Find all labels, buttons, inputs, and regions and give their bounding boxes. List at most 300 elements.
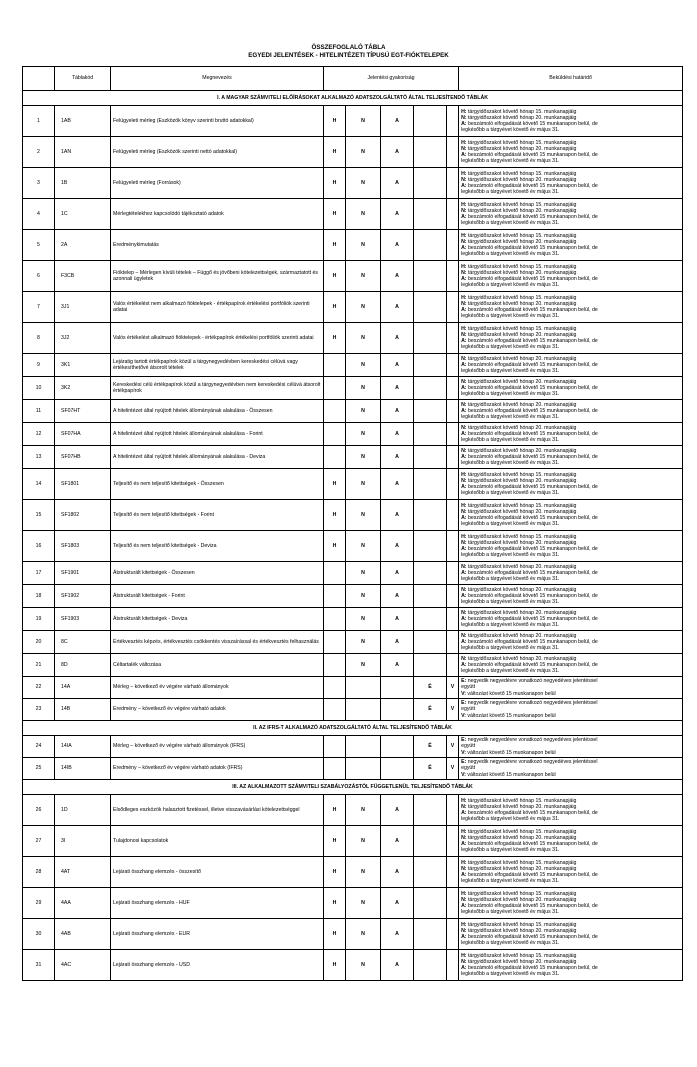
deadline-text: beszámoló elfogadását követő 15 munkanapon belül, de (466, 276, 598, 282)
deadline-cell (459, 631, 683, 654)
row-number: 1 (23, 106, 55, 137)
table-code: SF1902 (55, 585, 111, 608)
deadline-label: H: (461, 533, 467, 540)
freq-h (324, 654, 346, 677)
table-code: 4AB (55, 919, 111, 950)
deadline-label: N: (461, 145, 467, 152)
table-name: A hitelintézet által nyújtott hitelek állományának alakulása - Deviza (111, 446, 324, 469)
deadline-label: A: (461, 183, 467, 189)
deadline-cell (459, 292, 683, 323)
freq-e: É (414, 677, 447, 699)
deadline-label: H: (461, 952, 467, 959)
freq-e (414, 354, 447, 377)
table-name: Lejáratig tartott értékpapírok közül a tárgynegyedévben kereskedési célúvá vagy értékesíthetővé átsorolt tételek (111, 354, 324, 377)
table-row (23, 562, 683, 585)
deadline-label: A: (461, 592, 467, 599)
deadline-label: A: (461, 214, 467, 220)
deadline-cell (459, 795, 683, 826)
freq-v (447, 888, 459, 919)
freq-a: A (381, 377, 414, 400)
deadline-text: tárgyidőszakot követő hónap 20. munkanapjáig (466, 300, 577, 307)
deadline-cell (459, 608, 683, 631)
deadline-label: H: (461, 263, 467, 270)
freq-e (414, 608, 447, 631)
row-number: 9 (23, 354, 55, 377)
deadline-line (461, 645, 680, 651)
table-code: F3CB (55, 261, 111, 292)
deadline-cell (459, 469, 683, 500)
freq-h: H (324, 168, 346, 199)
table-row (23, 888, 683, 919)
table-name: Mérleg – következő év végére várható állományok (IFRS) (111, 736, 324, 758)
deadline-cell (459, 446, 683, 469)
table-row (23, 400, 683, 423)
deadline-cell (459, 106, 683, 137)
table-name: Eredménykimutatás (111, 230, 324, 261)
freq-e: É (414, 736, 447, 758)
freq-n (346, 699, 381, 721)
freq-e (414, 950, 447, 981)
table-code: SF07HA (55, 423, 111, 446)
table-name: Céltartalék változása (111, 654, 324, 677)
deadline-cell (459, 354, 683, 377)
freq-h (324, 608, 346, 631)
table-name: Mérleg – következő év végére várható állományok (111, 677, 324, 699)
deadline-text: tárgyidőszakot követő hónap 20. munkanapjáig (466, 834, 577, 841)
freq-v (447, 230, 459, 261)
deadline-text: tárgyidőszakot követő hónap 20. munkanapjáig (466, 145, 577, 152)
deadline-label: V: (461, 749, 466, 756)
freq-h (324, 736, 346, 758)
freq-a: A (381, 323, 414, 354)
deadline-line (461, 490, 680, 496)
freq-h: H (324, 230, 346, 261)
freq-n: N (346, 168, 381, 199)
deadline-text: tárgyidőszakot követő hónap 15. munkanapjáig (466, 921, 577, 928)
deadline-label: V: (461, 771, 466, 778)
deadline-cell (459, 585, 683, 608)
table-code: 8D (55, 654, 111, 677)
deadline-text: legkésőbb a tárgyévet követő év május 31. (461, 878, 560, 885)
deadline-text: tárgyidőszakot követő hónap 15. munkanapjáig (466, 170, 577, 177)
freq-e (414, 137, 447, 168)
deadline-cell (459, 919, 683, 950)
freq-e (414, 531, 447, 562)
freq-a: A (381, 500, 414, 531)
deadline-label: A: (461, 407, 467, 414)
freq-v (447, 585, 459, 608)
section-title: I. A MAGYAR SZÁMVITELI ELŐÍRÁSOKAT ALKALMAZÓ ADATSZOLGÁLTATÓ ÁLTAL TELJESÍTENDŐ TÁBLÁK (23, 91, 683, 106)
table-name: A hitelintézet által nyújtott hitelek állományának alakulása - Összesen (111, 400, 324, 423)
table-code: SF1901 (55, 562, 111, 585)
deadline-line (461, 816, 680, 822)
freq-n: N (346, 631, 381, 654)
deadline-text: együtt (461, 743, 476, 750)
freq-n: N (346, 323, 381, 354)
deadline-text: legkésőbb a tárgyévet követő év május 31. (461, 282, 560, 289)
section-title: II. AZ IFRS-T ALKALMAZÓ ADATSZOLGÁLTATÓ ÁLTAL TELJESÍTENDŐ TÁBLÁK (23, 721, 683, 736)
table-row (23, 377, 683, 400)
freq-a: A (381, 795, 414, 826)
row-number: 4 (23, 199, 55, 230)
freq-h: H (324, 857, 346, 888)
table-name: Lejárati összhang elemzés - HUF (111, 888, 324, 919)
freq-a (381, 758, 414, 780)
deadline-text: beszámoló elfogadását követő 15 munkanapon belül, de (466, 903, 598, 909)
deadline-label: A: (461, 965, 467, 971)
deadline-label: H: (461, 294, 467, 301)
freq-h (324, 585, 346, 608)
deadline-text: tárgyidőszakot követő hónap 20. munkanapjáig (466, 355, 577, 362)
row-number: 21 (23, 654, 55, 677)
deadline-text: legkésőbb a tárgyévet követő év május 31. (461, 552, 560, 559)
deadline-label: A: (461, 152, 467, 158)
deadline-label: A: (461, 361, 467, 368)
freq-a: A (381, 168, 414, 199)
freq-v (447, 608, 459, 631)
deadline-label: A: (461, 384, 467, 391)
deadline-text: beszámoló elfogadását követő 15 munkanapon belül, de (466, 121, 598, 127)
freq-h: H (324, 888, 346, 919)
freq-v (447, 400, 459, 423)
freq-v (447, 950, 459, 981)
deadline-text: legkésőbb a tárgyévet követő év május 31. (461, 816, 560, 823)
deadline-text: beszámoló elfogadását követő 15 munkanapon belül, de (466, 872, 598, 878)
deadline-label: A: (461, 484, 467, 490)
deadline-cell (459, 531, 683, 562)
freq-a: A (381, 888, 414, 919)
deadline-label: É: (461, 678, 467, 685)
deadline-label: N: (461, 539, 467, 546)
deadline-text: negyedik negyedévre vonatkozó negyedéves jelentéssel (466, 759, 598, 766)
freq-h (324, 446, 346, 469)
row-number: 13 (23, 446, 55, 469)
row-number: 30 (23, 919, 55, 950)
deadline-text: együtt (461, 706, 476, 713)
deadline-text: beszámoló elfogadását követő 15 munkanapon belül, de (466, 484, 598, 490)
deadline-text: legkésőbb a tárgyévet követő év május 31. (461, 847, 560, 854)
deadline-line (461, 414, 680, 420)
deadline-label: A: (461, 638, 467, 645)
deadline-label: N: (461, 834, 467, 841)
table-row (23, 699, 683, 721)
freq-v (447, 292, 459, 323)
deadline-text: legkésőbb a tárgyévet követő év május 31. (461, 940, 560, 947)
deadline-text: tárgyidőszakot követő hónap 15. munkanapjáig (466, 139, 577, 146)
deadline-label: H: (461, 502, 467, 509)
deadline-label: H: (461, 170, 467, 177)
deadline-line (461, 344, 680, 350)
deadline-line (461, 391, 680, 397)
deadline-text: beszámoló elfogadását követő 15 munkanapon belül, de (466, 384, 598, 391)
freq-n: N (346, 500, 381, 531)
row-number: 29 (23, 888, 55, 919)
deadline-label: H: (461, 139, 467, 146)
table-name: Átstrukturált kitettségek - Forint (111, 585, 324, 608)
deadline-text: negyedik negyedévre vonatkozó negyedéves jelentéssel (466, 678, 598, 685)
table-name: Felügyeleti mérleg (Eszközök könyv szerinti bruttó adatokkal) (111, 106, 324, 137)
freq-v (447, 446, 459, 469)
deadline-text: beszámoló elfogadását követő 15 munkanapon belül, de (466, 183, 598, 189)
deadline-text: tárgyidőszakot követő hónap 20. munkanapjáig (466, 896, 577, 903)
document-subtitle: EGYEDI JELENTÉSEK - HITELINTÉZETI TÍPUSÚ EGT-FIÓKTELEPEK (248, 52, 449, 59)
table-code: SF1903 (55, 608, 111, 631)
deadline-text: legkésőbb a tárgyévet követő év május 31. (461, 414, 560, 421)
freq-e: É (414, 758, 447, 780)
freq-e (414, 654, 447, 677)
deadline-text: változást követő 15 munkanapon belül (465, 690, 556, 697)
freq-e (414, 585, 447, 608)
freq-a (381, 699, 414, 721)
deadline-line (461, 521, 680, 527)
freq-e: É (414, 699, 447, 721)
freq-n: N (346, 137, 381, 168)
deadline-line (461, 878, 680, 884)
deadline-text: változást követő 15 munkanapon belül (465, 749, 556, 756)
deadline-text: tárgyidőszakot követő hónap 15. munkanapjáig (466, 294, 577, 301)
table-row (23, 230, 683, 261)
freq-h: H (324, 261, 346, 292)
deadline-cell (459, 758, 683, 780)
freq-e (414, 631, 447, 654)
freq-n: N (346, 919, 381, 950)
deadline-text: beszámoló elfogadását követő 15 munkanapon belül, de (466, 934, 598, 940)
deadline-label: N: (461, 586, 467, 593)
freq-v (447, 826, 459, 857)
deadline-text: beszámoló elfogadását követő 15 munkanapon belül, de (466, 245, 598, 251)
table-row (23, 758, 683, 780)
deadline-text: legkésőbb a tárgyévet követő év május 31. (461, 668, 560, 675)
deadline-text: tárgyidőszakot követő hónap 20. munkanapjáig (466, 927, 577, 934)
table-code: SF07HB (55, 446, 111, 469)
deadline-label: N: (461, 655, 467, 662)
freq-h (324, 631, 346, 654)
deadline-label: A: (461, 841, 467, 847)
freq-e (414, 469, 447, 500)
deadline-text: tárgyidőszakot követő hónap 20. munkanapjáig (466, 508, 577, 515)
freq-v (447, 168, 459, 199)
deadline-text: beszámoló elfogadását követő 15 munkanapon belül, de (466, 407, 598, 414)
freq-n: N (346, 654, 381, 677)
deadline-text: beszámoló elfogadását követő 15 munkanapon belül, de (466, 592, 598, 599)
deadline-line (461, 189, 680, 195)
table-name: Fióktelep – Mérlegen kívüli tételek – Függő és jövőbeni kötelezettségek, származtatott és azonnali ügyletek (111, 261, 324, 292)
deadline-text: tárgyidőszakot követő hónap 20. munkanapjáig (466, 424, 577, 431)
row-number: 15 (23, 500, 55, 531)
deadline-label: N: (461, 300, 467, 307)
deadline-text: tárgyidőszakot követő hónap 15. munkanapjáig (466, 471, 577, 478)
deadline-label: N: (461, 207, 467, 214)
table-name: Tulajdonosi kapcsolatok (111, 826, 324, 857)
table-code: 3K1 (55, 354, 111, 377)
deadline-label: N: (461, 865, 467, 872)
deadline-label: H: (461, 108, 467, 115)
header-freq: Jelentési gyakoriság (324, 67, 459, 91)
section-header-row (23, 91, 683, 106)
freq-n: N (346, 469, 381, 500)
deadline-text: legkésőbb a tárgyévet követő év május 31. (461, 971, 560, 978)
freq-a: A (381, 654, 414, 677)
freq-a: A (381, 631, 414, 654)
freq-e (414, 230, 447, 261)
deadline-text: tárgyidőszakot követő hónap 20. munkanapjáig (466, 176, 577, 183)
table-row (23, 500, 683, 531)
deadline-cell (459, 826, 683, 857)
table-name: Átstrukturált kitettségek - Összesen (111, 562, 324, 585)
deadline-text: tárgyidőszakot követő hónap 15. munkanapjáig (466, 797, 577, 804)
freq-a: A (381, 423, 414, 446)
deadline-label: A: (461, 453, 467, 460)
deadline-line (461, 691, 680, 697)
deadline-label: V: (461, 712, 466, 719)
row-number: 16 (23, 531, 55, 562)
deadline-label: A: (461, 307, 467, 313)
freq-n: N (346, 531, 381, 562)
row-number: 12 (23, 423, 55, 446)
deadline-text: tárgyidőszakot követő hónap 20. munkanapjáig (466, 563, 577, 570)
freq-e (414, 888, 447, 919)
freq-v (447, 354, 459, 377)
table-row (23, 106, 683, 137)
deadline-label: N: (461, 269, 467, 276)
freq-h: H (324, 469, 346, 500)
freq-h (324, 699, 346, 721)
deadline-cell (459, 699, 683, 721)
freq-n: N (346, 423, 381, 446)
deadline-cell (459, 323, 683, 354)
section-title: III. AZ ALKALMAZOTT SZÁMVITELI SZABÁLYOZÁSTÓL FÜGGETLENÜL TELJESÍTENDŐ TÁBLÁK (23, 780, 683, 795)
table-row (23, 446, 683, 469)
deadline-text: legkésőbb a tárgyévet követő év május 31. (461, 391, 560, 398)
freq-n: N (346, 826, 381, 857)
freq-e (414, 826, 447, 857)
deadline-text: tárgyidőszakot követő hónap 20. munkanapjáig (466, 477, 577, 484)
deadline-text: tárgyidőszakot követő hónap 20. munkanapjáig (466, 447, 577, 454)
row-number: 6 (23, 261, 55, 292)
header-code: Táblakód (55, 67, 111, 91)
deadline-text: tárgyidőszakot követő hónap 20. munkanapjáig (466, 632, 577, 639)
deadline-text: tárgyidőszakot követő hónap 20. munkanapjáig (466, 865, 577, 872)
freq-v (447, 919, 459, 950)
deadline-text: tárgyidőszakot követő hónap 20. munkanapjáig (466, 958, 577, 965)
deadline-text: tárgyidőszakot követő hónap 20. munkanapjáig (466, 114, 577, 121)
table-row (23, 531, 683, 562)
freq-n: N (346, 230, 381, 261)
section-header-row (23, 721, 683, 736)
freq-v: V (447, 677, 459, 699)
deadline-line (461, 599, 680, 605)
deadline-label: N: (461, 477, 467, 484)
table-row (23, 857, 683, 888)
deadline-label: N: (461, 958, 467, 965)
table-row (23, 469, 683, 500)
deadline-text: tárgyidőszakot követő hónap 15. munkanapjáig (466, 232, 577, 239)
deadline-text: tárgyidőszakot követő hónap 20. munkanapjáig (466, 609, 577, 616)
freq-h: H (324, 531, 346, 562)
freq-n: N (346, 585, 381, 608)
deadline-line (461, 437, 680, 443)
deadline-text: beszámoló elfogadását követő 15 munkanapon belül, de (466, 152, 598, 158)
table-code: 1AN (55, 137, 111, 168)
table-name: Valós értékelést nem alkalmazó fióktelepek - értékpapírok értékelési portfóliók szerinti adatai (111, 292, 324, 323)
deadline-cell (459, 857, 683, 888)
freq-v (447, 500, 459, 531)
deadline-label: A: (461, 276, 467, 282)
freq-n: N (346, 354, 381, 377)
freq-h: H (324, 199, 346, 230)
freq-n: N (346, 292, 381, 323)
deadline-text: beszámoló elfogadását követő 15 munkanapon belül, de (466, 453, 598, 460)
deadline-text: legkésőbb a tárgyévet követő év május 31. (461, 645, 560, 652)
table-row (23, 631, 683, 654)
freq-a: A (381, 137, 414, 168)
deadline-text: tárgyidőszakot követő hónap 15. munkanapjáig (466, 201, 577, 208)
deadline-text: együtt (461, 684, 476, 691)
deadline-line (461, 460, 680, 466)
row-number: 28 (23, 857, 55, 888)
freq-v (447, 423, 459, 446)
freq-h (324, 423, 346, 446)
deadline-label: N: (461, 927, 467, 934)
deadline-line (461, 847, 680, 853)
deadline-label: A: (461, 245, 467, 251)
deadline-label: H: (461, 232, 467, 239)
freq-e (414, 500, 447, 531)
row-number: 10 (23, 377, 55, 400)
deadline-text: tárgyidőszakot követő hónap 20. munkanapjáig (466, 378, 577, 385)
deadline-line (461, 158, 680, 164)
deadline-line (461, 282, 680, 288)
deadline-text: legkésőbb a tárgyévet követő év május 31. (461, 344, 560, 351)
deadline-line (461, 251, 680, 257)
deadline-text: legkésőbb a tárgyévet követő év május 31. (461, 251, 560, 258)
freq-a: A (381, 400, 414, 423)
deadline-label: H: (461, 859, 467, 866)
freq-h: H (324, 919, 346, 950)
freq-v (447, 377, 459, 400)
freq-a: A (381, 608, 414, 631)
deadline-text: legkésőbb a tárgyévet követő év május 31. (461, 622, 560, 629)
freq-h: H (324, 795, 346, 826)
deadline-cell (459, 654, 683, 677)
header-name: Megnevezés (111, 67, 324, 91)
freq-v (447, 631, 459, 654)
freq-n: N (346, 199, 381, 230)
freq-h (324, 677, 346, 699)
table-code: 1C (55, 199, 111, 230)
deadline-cell (459, 377, 683, 400)
freq-n: N (346, 106, 381, 137)
deadline-label: N: (461, 114, 467, 121)
deadline-label: A: (461, 515, 467, 521)
deadline-text: beszámoló elfogadását követő 15 munkanapon belül, de (466, 661, 598, 668)
freq-h: H (324, 500, 346, 531)
deadline-cell (459, 168, 683, 199)
deadline-text: tárgyidőszakot követő hónap 15. munkanapjáig (466, 263, 577, 270)
deadline-text: tárgyidőszakot követő hónap 15. munkanapjáig (466, 533, 577, 540)
deadline-label: A: (461, 569, 467, 576)
deadline-text: beszámoló elfogadását követő 15 munkanapon belül, de (466, 841, 598, 847)
deadline-text: beszámoló elfogadását követő 15 munkanapon belül, de (466, 546, 598, 552)
deadline-cell (459, 500, 683, 531)
table-code: 4AC (55, 950, 111, 981)
deadline-text: tárgyidőszakot követő hónap 15. munkanapjáig (466, 859, 577, 866)
deadline-label: É: (461, 737, 467, 744)
table-code: 14IB (55, 758, 111, 780)
deadline-text: beszámoló elfogadását követő 15 munkanapon belül, de (466, 307, 598, 313)
deadline-text: legkésőbb a tárgyévet követő év május 31. (461, 313, 560, 320)
table-name: Felügyeleti mérleg (Eszközök szerinti nettó adatokkal) (111, 137, 324, 168)
